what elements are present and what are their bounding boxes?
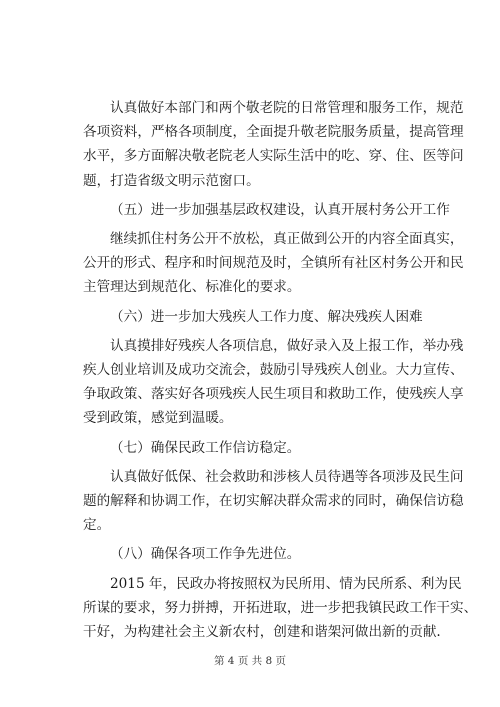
- body-paragraph: [83, 572, 478, 645]
- text-line: （八）确保各项工作争先进位。: [110, 546, 301, 563]
- text-line: 2015 年，民政办将按照权为民所用、情为民所系、利为民: [110, 575, 462, 592]
- text-line: 继续抓住村务公开不放松，真正做到公开的内容全面真实，: [110, 231, 464, 248]
- body-paragraph: [83, 334, 464, 431]
- section-heading: [83, 198, 450, 222]
- page-footer: 第 4 页 共 8 页: [213, 655, 287, 667]
- text-line: 公开的形式、程序和时间规范及时，全镇所有社区村务公开和民: [83, 255, 464, 272]
- text-line: 干好，为构建社会主义新农村，创建和谐架河做出新的贡献.: [83, 624, 441, 641]
- text-line: 争取政策、落实好各项残疾人民生项目和救助工作，使残疾人享: [83, 386, 464, 403]
- text-line: 疾人创业培训及成功交流会，鼓励引导残疾人创业。大力宣传、: [83, 362, 464, 379]
- text-line: （六）进一步加大残疾人工作力度、解决残疾人困难: [110, 308, 423, 325]
- section-heading: [83, 542, 425, 566]
- text-line: 题的解释和协调工作，在切实解决群众需求的同时，确保信访稳: [83, 493, 464, 510]
- text-line: 主管理达到规范化、标准化的要求。: [83, 279, 301, 296]
- section-heading: [83, 305, 425, 329]
- text-line: 认真做好低保、社会救助和涉核人员待遇等各项涉及民生问: [110, 468, 464, 485]
- text-line: （七）确保民政工作信访稳定。: [110, 439, 301, 456]
- text-line: 定。: [83, 517, 111, 534]
- section-heading: [83, 436, 425, 460]
- text-line: 认真摸排好残疾人各项信息，做好录入及上报工作，举办残: [110, 337, 464, 354]
- body-paragraph: [83, 227, 464, 300]
- text-line: 认真做好本部门和两个敬老院的日常管理和服务工作，规范: [110, 100, 464, 116]
- text-line: （五）进一步加强基层政权建设，认真开展村务公开工作: [110, 201, 450, 218]
- text-line: 题，打造省级文明示范窗口。: [83, 172, 260, 189]
- document-body: [83, 96, 478, 644]
- body-paragraph: [83, 96, 464, 193]
- text-line: 各项资料，严格各项制度，全面提升敬老院服务质量，提高管理: [83, 124, 464, 141]
- text-line: 受到政策，感觉到温暖。: [83, 410, 233, 427]
- text-line: 水平，多方面解决敬老院老人实际生活中的吃、穿、住、医等问: [83, 148, 464, 165]
- text-line: 所谋的要求，努力拼搏，开拓进取，进一步把我镇民政工作干实、: [83, 599, 478, 616]
- body-paragraph: [83, 465, 464, 538]
